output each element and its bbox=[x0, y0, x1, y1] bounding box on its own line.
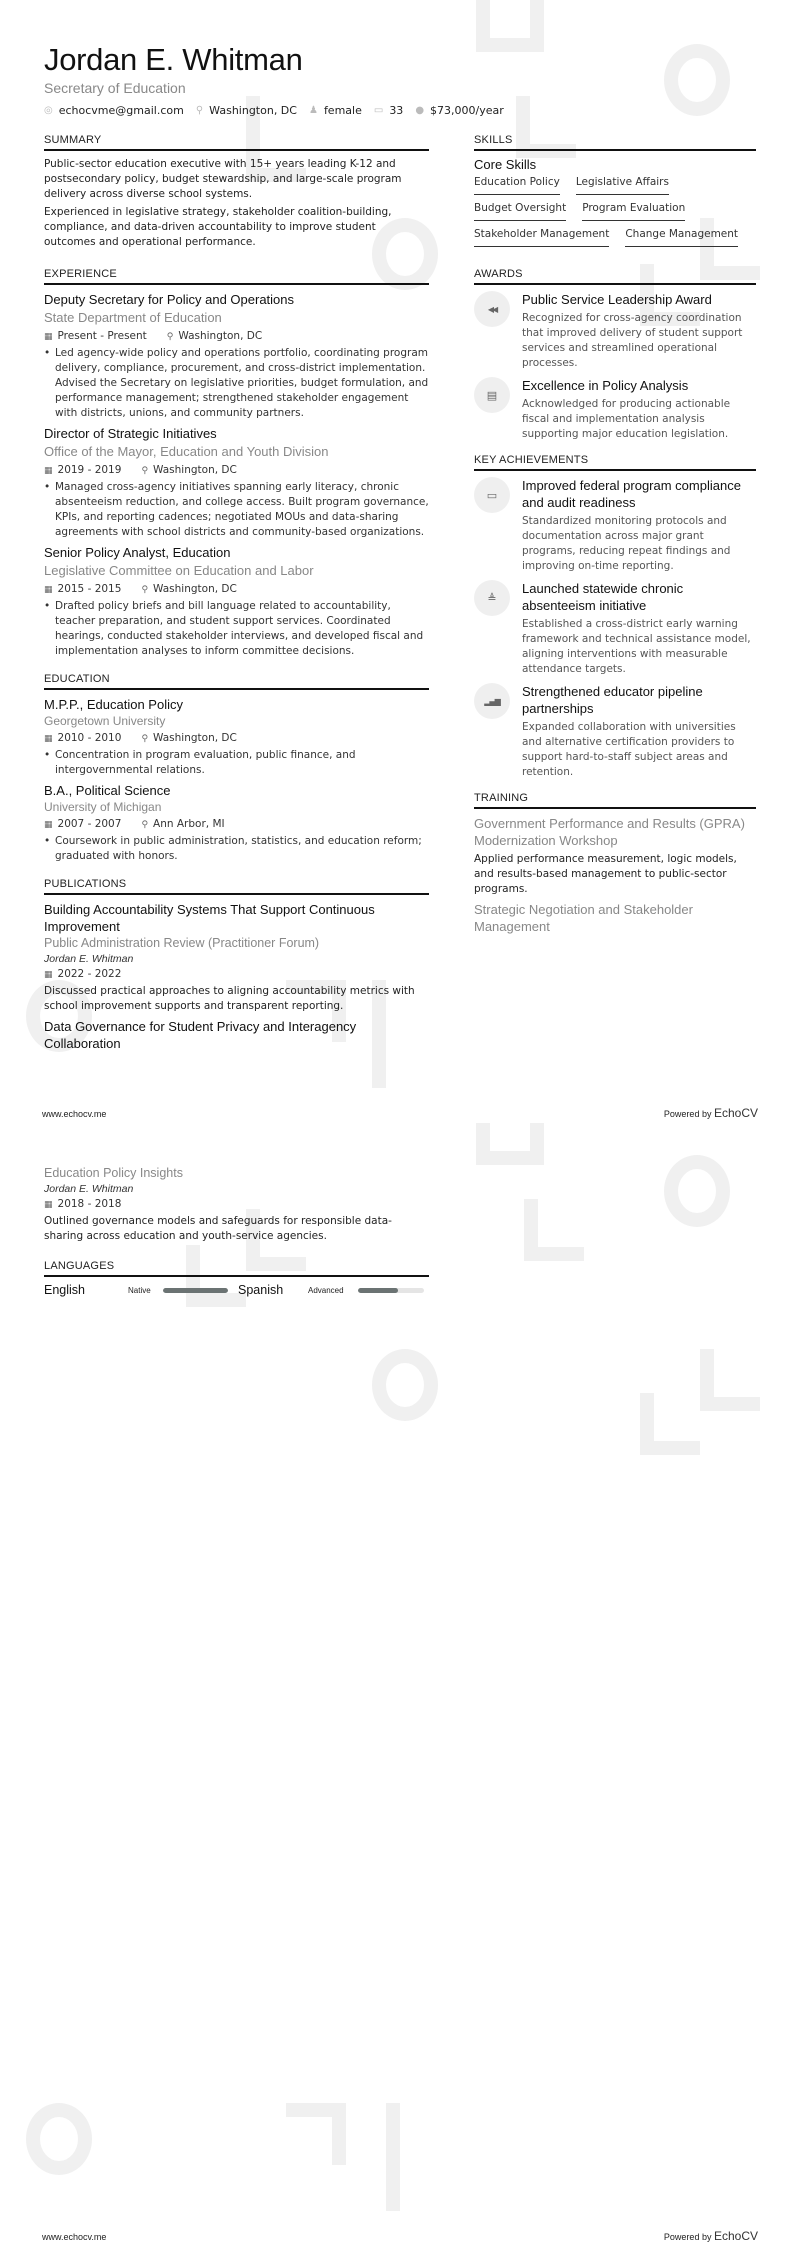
decor-shape bbox=[286, 2103, 346, 2165]
job-bullet: • Managed cross-agency initiatives spanning early literacy, chronic absenteeism reduction, and college access. Built program governance, KPIs, and reporting cadences; negotiated MOUs and data-sharing agreements with school districts and community-based organizations. bbox=[44, 481, 429, 538]
language-proficiency-fill bbox=[358, 1288, 398, 1293]
decor-shape bbox=[340, 2103, 400, 2211]
calendar-icon: ▦ bbox=[44, 332, 53, 342]
section-heading: AWARDS bbox=[474, 268, 756, 285]
job-role: Deputy Secretary for Policy and Operations bbox=[44, 292, 295, 307]
section-heading: PUBLICATIONS bbox=[44, 878, 429, 895]
rewind-icon: ◀◀ bbox=[474, 291, 510, 327]
page-footer bbox=[42, 2229, 758, 2243]
publication-venue: Education Policy Insights bbox=[44, 1166, 183, 1180]
footer-url[interactable]: www.echocv.me bbox=[42, 2232, 107, 2242]
decor-ring bbox=[664, 1155, 730, 1227]
publication-item bbox=[44, 901, 429, 1014]
section-heading: SKILLS bbox=[474, 134, 756, 151]
languages-section bbox=[44, 1260, 429, 1297]
experience-item bbox=[44, 425, 429, 540]
degree: M.P.P., Education Policy bbox=[44, 697, 183, 712]
decor-shape bbox=[700, 1349, 760, 1411]
publication-venue: Public Administration Review (Practitioner Forum) bbox=[44, 936, 320, 950]
training-title: Government Performance and Results (GPRA) Modernization Workshop bbox=[474, 816, 745, 848]
brand-link[interactable]: EchoCV bbox=[713, 1106, 758, 1120]
language-proficiency-fill bbox=[163, 1288, 228, 1293]
job-org: State Department of Education bbox=[44, 310, 222, 325]
award-item bbox=[474, 291, 756, 371]
calendar-icon: ▦ bbox=[44, 734, 53, 744]
summary-paragraph: Experienced in legislative strategy, stakeholder coalition-building, compliance, and data-driven accountability to improve student outcomes and operational performance. bbox=[44, 206, 392, 248]
section-heading: LANGUAGES bbox=[44, 1260, 429, 1277]
publication-description: Outlined governance models and safeguards for responsible data-sharing across education and youth-service agencies. bbox=[44, 1215, 392, 1242]
education-item bbox=[44, 696, 429, 778]
monitor-icon: ▭ bbox=[474, 477, 510, 513]
contact-age: ▭ 33 bbox=[373, 104, 404, 117]
contact-email[interactable]: ◎ echocvme@gmail.com bbox=[44, 104, 184, 117]
publication-title: Building Accountability Systems That Support Continuous Improvement bbox=[44, 902, 375, 934]
skill-group-title: Core Skills bbox=[474, 157, 537, 172]
language-list bbox=[44, 1283, 429, 1297]
candidate-name: Jordan E. Whitman bbox=[44, 42, 303, 77]
education-meta: ▦ 2007 - 2007 ⚲ Ann Arbor, MI bbox=[44, 818, 225, 830]
awards-section bbox=[474, 268, 756, 442]
calendar-icon: ▦ bbox=[44, 820, 53, 830]
achievement-description: Expanded collaboration with universities and alternative certification providers to support hard-to-staff subject areas and retention. bbox=[522, 721, 736, 778]
language-proficiency-bar bbox=[358, 1288, 424, 1293]
location-pin-icon: ⚲ bbox=[141, 466, 149, 476]
publication-item bbox=[44, 1018, 429, 1052]
section-heading: EDUCATION bbox=[44, 673, 429, 690]
language-level: Native bbox=[128, 1285, 151, 1295]
education-bullet: • Concentration in program evaluation, public finance, and intergovernmental relations. bbox=[44, 749, 356, 776]
left-column bbox=[44, 134, 429, 1052]
job-bullet: • Drafted policy briefs and bill language related to accountability, teacher preparation, and student support services. Coordinated hearings, conducted stakeholder interviews, and developed fiscal and implementation analyses to inform committee decisions. bbox=[44, 600, 424, 657]
left-column-continued bbox=[44, 1165, 429, 1297]
calendar-icon: ▦ bbox=[44, 970, 53, 980]
award-description: Recognized for cross-agency coordination that improved delivery of student support services and streamlined operational processes. bbox=[522, 312, 743, 369]
achievement-item bbox=[474, 477, 756, 574]
training-section bbox=[474, 792, 756, 935]
achievement-title: Launched statewide chronic absenteeism initiative bbox=[522, 581, 684, 613]
job-role: Senior Policy Analyst, Education bbox=[44, 545, 231, 560]
training-description: Applied performance measurement, logic models, and results-based management to public-sector programs. bbox=[474, 853, 737, 895]
location-pin-icon: ⚲ bbox=[141, 734, 149, 744]
language-proficiency-bar bbox=[163, 1288, 228, 1293]
achievement-description: Standardized monitoring protocols and documentation across major grant programs, reducing repeat findings and improving on-time reporting. bbox=[522, 515, 731, 572]
experience-item bbox=[44, 544, 429, 659]
job-role: Director of Strategic Initiatives bbox=[44, 426, 217, 441]
award-description: Acknowledged for producing actionable fiscal and implementation analysis supporting major education legislation. bbox=[522, 398, 731, 440]
decor-ring bbox=[26, 2103, 92, 2175]
contact-salary: ● $73,000/year bbox=[415, 104, 504, 117]
language-level: Advanced bbox=[308, 1285, 344, 1295]
calendar-icon: ▤ bbox=[474, 377, 510, 413]
school: Georgetown University bbox=[44, 714, 166, 728]
page-footer bbox=[42, 1106, 758, 1120]
location-pin-icon: ⚲ bbox=[141, 585, 149, 595]
language-name: Spanish bbox=[238, 1283, 284, 1297]
degree: B.A., Political Science bbox=[44, 783, 171, 798]
contact-list bbox=[44, 104, 744, 117]
award-item bbox=[474, 377, 756, 442]
at-icon: ◎ bbox=[44, 105, 53, 116]
bar-chart-icon: ▂▄▆ bbox=[474, 683, 510, 719]
cake-icon: ≜ bbox=[474, 580, 510, 616]
education-bullet: • Coursework in public administration, statistics, and education reform; graduated with honors. bbox=[44, 835, 422, 862]
calendar-icon: ▭ bbox=[373, 105, 384, 116]
brand-link[interactable]: EchoCV bbox=[713, 2229, 758, 2243]
calendar-icon: ▦ bbox=[44, 585, 53, 595]
language-name: English bbox=[44, 1283, 85, 1297]
section-heading: EXPERIENCE bbox=[44, 268, 429, 285]
powered-by: Powered by EchoCV bbox=[663, 1106, 758, 1120]
section-heading: TRAINING bbox=[474, 792, 756, 809]
candidate-title: Secretary of Education bbox=[44, 80, 186, 96]
achievement-item bbox=[474, 683, 756, 780]
publication-meta: ▦ 2018 - 2018 bbox=[44, 1198, 122, 1210]
achievements-section bbox=[474, 454, 756, 780]
job-org: Office of the Mayor, Education and Youth Division bbox=[44, 444, 329, 459]
skill-tag: Stakeholder Management bbox=[474, 228, 609, 247]
decor-ring bbox=[372, 1349, 438, 1421]
school: University of Michigan bbox=[44, 800, 162, 814]
resume-page-2 bbox=[0, 1123, 794, 2246]
education-meta: ▦ 2010 - 2010 ⚲ Washington, DC bbox=[44, 732, 237, 744]
money-icon: ● bbox=[415, 105, 425, 116]
powered-by: Powered by EchoCV bbox=[663, 2229, 758, 2243]
publication-item-continued bbox=[44, 1165, 429, 1244]
contact-location: ⚲ Washington, DC bbox=[195, 104, 297, 117]
education-item bbox=[44, 782, 429, 864]
training-item bbox=[474, 901, 756, 935]
achievement-item bbox=[474, 580, 756, 677]
resume-header bbox=[44, 42, 744, 117]
publication-meta: ▦ 2022 - 2022 bbox=[44, 968, 122, 980]
skill-tag: Change Management bbox=[625, 228, 738, 247]
summary-section bbox=[44, 134, 429, 250]
job-bullet: • Led agency-wide policy and operations portfolio, coordinating program delivery, compliance, procurement, and cross-district implementation. Advised the Secretary on legislative priorities, budget formulation, and performance management; strengthened stakeholder engagement with districts, unions, and community partners. bbox=[44, 347, 429, 419]
experience-item bbox=[44, 291, 429, 421]
section-heading: KEY ACHIEVEMENTS bbox=[474, 454, 756, 471]
skill-tag: Budget Oversight bbox=[474, 202, 566, 221]
summary-paragraph: Public-sector education executive with 15+ years leading K-12 and postsecondary policy, budget stewardship, and large-scale program delivery across diverse school systems. bbox=[44, 158, 402, 200]
achievement-description: Established a cross-district early warning framework and technical assistance model, aligning interventions with measurable attendance targets. bbox=[522, 618, 751, 675]
location-pin-icon: ⚲ bbox=[141, 820, 149, 830]
education-section bbox=[44, 673, 429, 864]
decor-shape bbox=[640, 1393, 700, 1455]
publication-description: Discussed practical approaches to aligning accountability metrics with school improvement supports and transparent reporting. bbox=[44, 985, 415, 1012]
experience-section bbox=[44, 268, 429, 659]
publication-author: Jordan E. Whitman bbox=[44, 953, 134, 965]
job-meta: ▦ Present - Present ⚲ Washington, DC bbox=[44, 330, 263, 342]
award-title: Public Service Leadership Award bbox=[522, 292, 712, 307]
section-heading: SUMMARY bbox=[44, 134, 429, 151]
publication-author: Jordan E. Whitman bbox=[44, 1183, 134, 1195]
publications-section bbox=[44, 878, 429, 1052]
job-meta: ▦ 2019 - 2019 ⚲ Washington, DC bbox=[44, 464, 237, 476]
training-item bbox=[474, 815, 756, 897]
calendar-icon: ▦ bbox=[44, 466, 53, 476]
skill-tag: Education Policy bbox=[474, 176, 560, 195]
achievement-title: Improved federal program compliance and audit readiness bbox=[522, 478, 741, 510]
decor-shape bbox=[524, 1199, 584, 1261]
location-pin-icon: ⚲ bbox=[195, 105, 204, 116]
skill-tag: Legislative Affairs bbox=[576, 176, 669, 195]
right-column bbox=[474, 134, 756, 938]
location-pin-icon: ⚲ bbox=[166, 332, 174, 342]
training-title: Strategic Negotiation and Stakeholder Management bbox=[474, 902, 693, 934]
skills-section bbox=[474, 134, 756, 254]
publication-title: Data Governance for Student Privacy and Interagency Collaboration bbox=[44, 1019, 357, 1051]
job-meta: ▦ 2015 - 2015 ⚲ Washington, DC bbox=[44, 583, 237, 595]
footer-url[interactable]: www.echocv.me bbox=[42, 1109, 107, 1119]
contact-gender: ♟ female bbox=[308, 104, 362, 117]
calendar-icon: ▦ bbox=[44, 1200, 53, 1210]
decor-shape bbox=[476, 1123, 544, 1165]
achievement-title: Strengthened educator pipeline partnerships bbox=[522, 684, 703, 716]
award-title: Excellence in Policy Analysis bbox=[522, 378, 689, 393]
job-org: Legislative Committee on Education and Labor bbox=[44, 563, 314, 578]
skill-list bbox=[474, 176, 756, 254]
skill-tag: Program Evaluation bbox=[582, 202, 685, 221]
person-icon: ♟ bbox=[308, 105, 318, 116]
